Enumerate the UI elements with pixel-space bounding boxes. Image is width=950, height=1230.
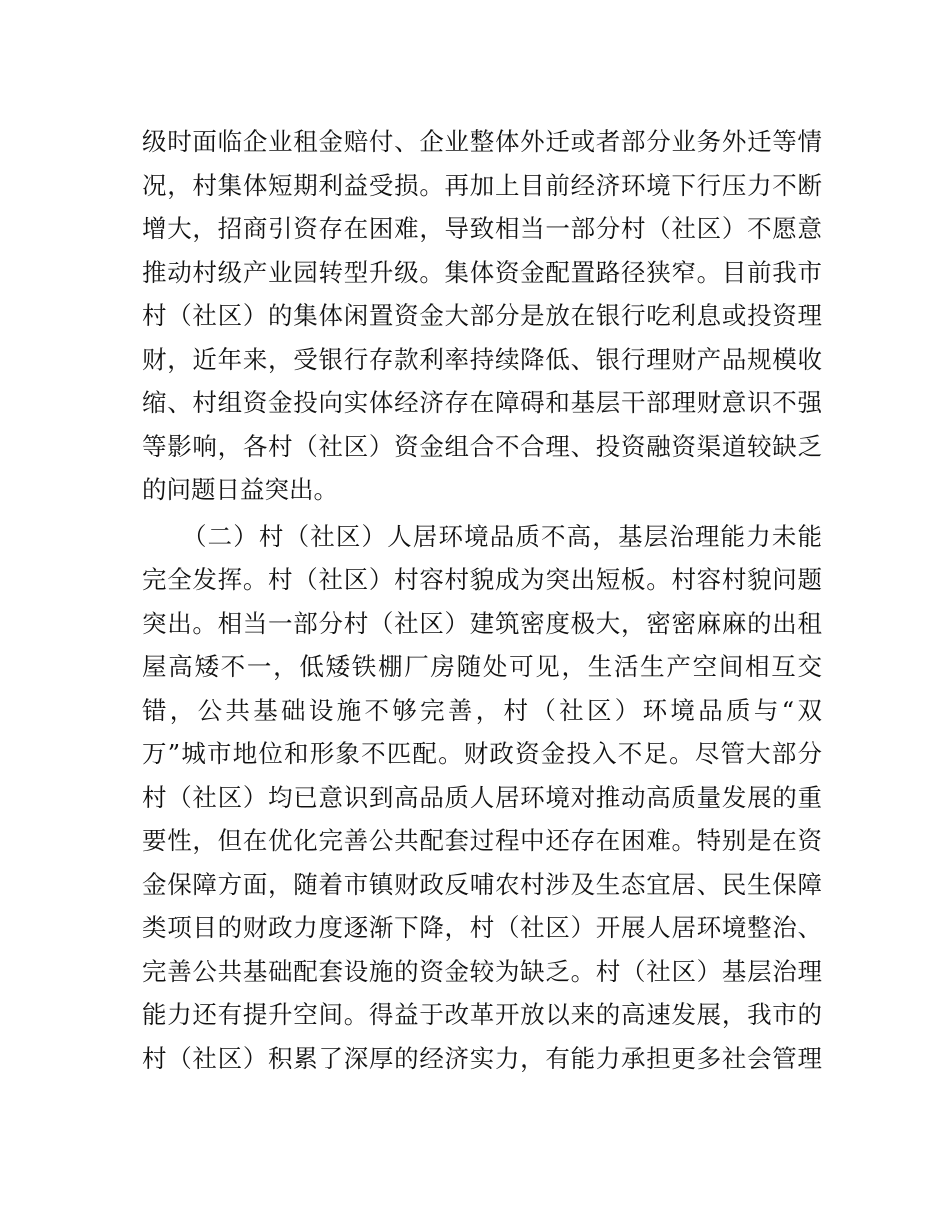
text-line: 要性，但在优化完善公共配套过程中还存在困难。特别是在资 [142, 826, 822, 855]
text-line: 万”城市地位和形象不匹配。财政资金投入不足。尽管大部分 [142, 739, 822, 768]
text-line: 突出。相当一部分村（社区）建筑密度极大，密密麻麻的出租 [142, 608, 822, 638]
text-line: 财，近年来，受银行存款利率持续降低、银行理财产品规模收 [142, 344, 822, 374]
text-line: 缩、村组资金投向实体经济存在障碍和基层干部理财意识不强 [142, 388, 822, 417]
text-line: 村（社区）均已意识到高品质人居环境对推动高质量发展的重 [142, 782, 822, 812]
paragraph-2 [142, 515, 822, 1081]
text-line: 增大，招商引资存在困难，导致相当一部分村（社区）不愿意 [142, 214, 822, 243]
text-line: 完全发挥。村（社区）村容村貌成为突出短板。村容村貌问题 [142, 565, 822, 594]
text-line: 金保障方面，随着市镇财政反哺农村涉及生态宜居、民生保障 [142, 869, 822, 899]
text-line: 完善公共基础配套设施的资金较为缺乏。村（社区）基层治理 [142, 956, 822, 986]
text-line: （二）村（社区）人居环境品质不高，基层治理能力未能 [182, 521, 822, 551]
text-line: 能力还有提升空间。得益于改革开放以来的高速发展，我市的 [142, 1000, 822, 1029]
text-line: 屋高矮不一，低矮铁棚厂房随处可见，生活生产空间相互交 [142, 652, 822, 681]
text-line: 村（社区）的集体闲置资金大部分是放在银行吃利息或投资理 [142, 301, 822, 330]
text-line: 况，村集体短期利益受损。再加上目前经济环境下行压力不断 [142, 170, 822, 200]
text-line: 等影响，各村（社区）资金组合不合理、投资融资渠道较缺乏 [142, 431, 822, 461]
text-line: 推动村级产业园转型升级。集体资金配置路径狭窄。目前我市 [142, 257, 822, 287]
body-text [142, 120, 822, 1080]
text-line: 类项目的财政力度逐渐下降，村（社区）开展人居环境整治、 [142, 913, 822, 942]
text-line: 村（社区）积累了深厚的经济实力，有能力承担更多社会管理 [142, 1043, 822, 1073]
paragraph-1 [142, 120, 822, 512]
text-line: 错，公共基础设施不够完善，村（社区）环境品质与“双 [142, 695, 822, 725]
text-line: 级时面临企业租金赔付、企业整体外迁或者部分业务外迁等情 [142, 127, 822, 156]
text-line: 的问题日益突出。 [142, 475, 338, 504]
